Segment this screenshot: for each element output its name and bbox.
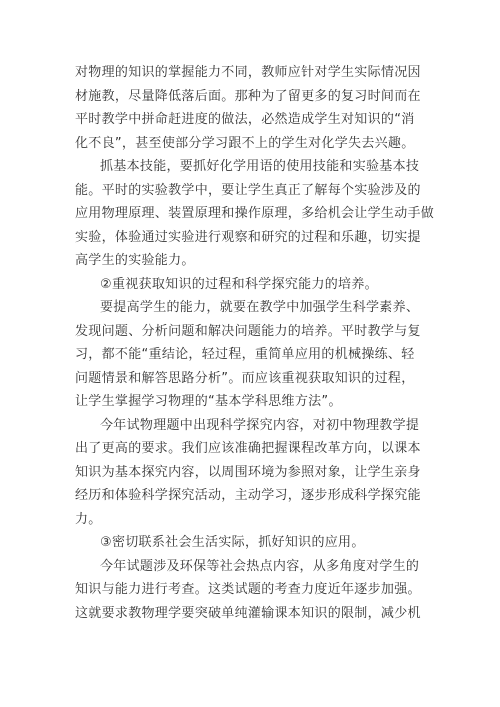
document-body [75,61,435,625]
paragraph-line: 抓基本技能，要抓好化学用语的使用技能和实验基本技 [100,159,420,174]
paragraph-line: 化不良”，甚至使部分学习跟不上的学生对化学失去兴趣。 [75,135,415,151]
section-heading: ②重视获取知识的过程和科学探究能力的培养。 [100,276,378,292]
paragraph-line: 让学生掌握学习物理的“基本学科思维方法”。 [75,394,342,409]
section-heading: ③密切联系社会生活实际，抓好知识的应用。 [100,535,365,550]
paragraph-line: 实验，体验通过实验进行观察和研究的过程和乐趣，切实提 [75,229,421,245]
paragraph-line: 发现问题、分析问题和解决问题能力的培养。平时教学与复 [75,323,421,339]
paragraph-line: 材施教，尽量降低落后面。那种为了留更多的复习时间而在 [75,88,421,104]
paragraph-line: 这就要求教物理学要突破单纯灌输课本知识的限制，减少机 [75,605,421,621]
paragraph-line: 习，都不能“重结论，轻过程，重简单应用的机械操练、轻 [75,347,415,362]
paragraph-line: 对物理的知识的掌握能力不同，教师应针对学生实际情况因 [75,65,421,80]
paragraph-line: 出了更高的要求。我们应该准确把握课程改革方向，以课本 [75,441,421,456]
paragraph-line: 知识为基本探究内容，以周围环境为参照对象，让学生亲身 [75,464,421,480]
paragraph-line: 要提高学生的能力，就要在教学中加强学生科学素养、 [100,300,420,315]
paragraph-line: 高学生的实验能力。 [75,253,195,268]
paragraph-line: 经历和体验科学探究活动，主动学习，逐步形成科学探究能 [75,488,421,503]
paragraph-line: 能。平时的实验教学中，要让学生真正了解每个实验涉及的 [75,182,421,198]
paragraph-line: 今年试物理题中出现科学探究内容，对初中物理教学提 [100,417,420,433]
paragraph-line: 今年试题涉及环保等社会热点内容，从多角度对学生的 [100,558,420,574]
paragraph-line: 问题情景和解答思路分析”。而应该重视获取知识的过程， [75,370,415,386]
paragraph-line: 应用物理原理、装置原理和操作原理，多给机会让学生动手做 [75,206,435,221]
paragraph-line: 平时教学中拼命赶进度的做法，必然造成学生对知识的“消 [75,112,415,127]
paragraph-line: 力。 [75,511,102,527]
paragraph-line: 知识与能力进行考查。这类试题的考查力度近年逐步加强。 [75,582,421,597]
